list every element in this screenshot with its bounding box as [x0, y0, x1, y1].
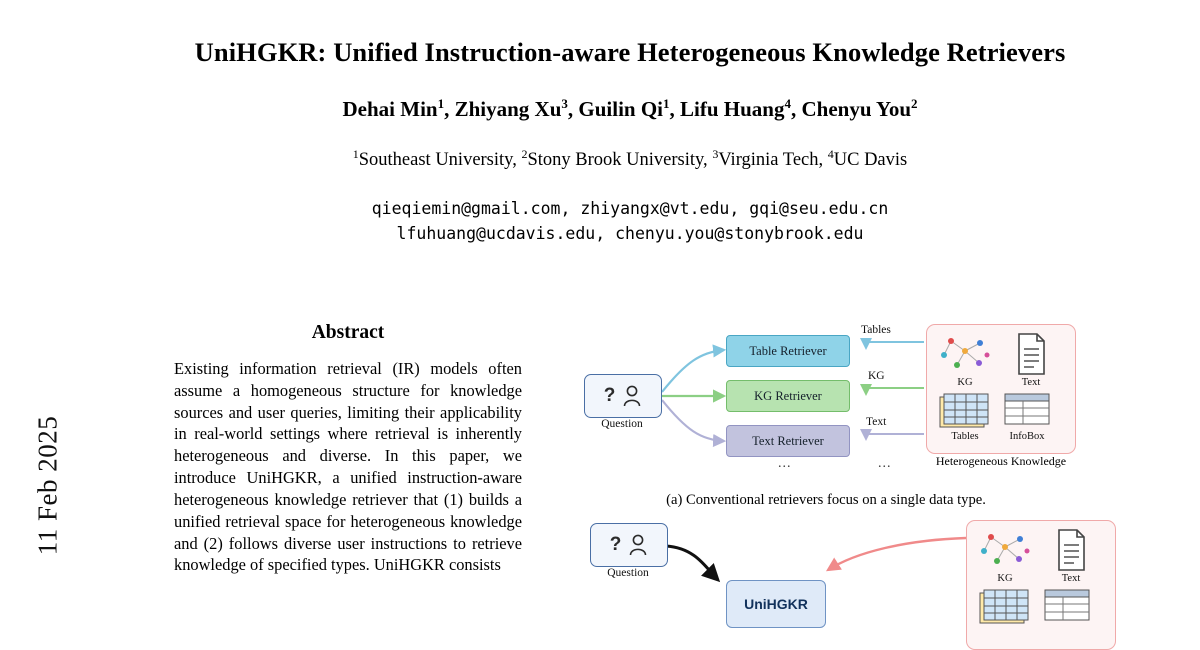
kb-label-text-b: Text	[1061, 573, 1081, 584]
question-label-b: Question	[607, 567, 649, 579]
abstract-heading: Abstract	[311, 322, 385, 343]
edge-label-text: Text	[866, 416, 887, 428]
email-line-1: qieqiemin@gmail.com, zhiyangx@vt.edu, gqi@seu.edu.cn	[371, 199, 889, 219]
knowledge-ellipsis: ...	[878, 456, 892, 471]
affiliation-name: Virginia Tech,	[718, 150, 824, 171]
figure-panel-b	[566, 518, 1086, 648]
author-affil-marker: 2	[911, 95, 918, 111]
text-document-icon	[1011, 331, 1051, 377]
edge-label-kg: KG	[868, 370, 885, 382]
affiliation-marker: 1	[352, 146, 359, 161]
abstract-body: Existing information retrieval (IR) models often assume a homogeneous structure for knowledge sources and user queries, limiting their applicability in real-world settings where retrieval is inherently heterogeneous and diverse. In this paper, we introduce UniHGKR, a unified instruction-aware heterogeneous knowledge retriever that (1) builds a unified retrieval space for heterogeneous knowledge and (2) follows diverse user instructions to retrieve knowledge of specified types. UniHGKR consists	[174, 359, 522, 575]
table-retriever-node: Table Retriever	[726, 335, 850, 367]
affiliation-marker: 2	[521, 146, 528, 161]
paper-page	[130, 0, 1130, 648]
author-name: Chenyu You	[801, 96, 911, 121]
question-mark-icon: ?	[603, 385, 616, 406]
author-affil-marker: 3	[561, 95, 568, 111]
text-document-icon	[1051, 527, 1091, 573]
retriever-ellipsis: ...	[778, 456, 792, 471]
kg-retriever-node: KG Retriever	[726, 380, 850, 412]
author-list: Dehai Min$^1$, Zhiyang Xu$^3$, Guilin Qi$^1$, Lifu Huang$^4$, Chenyu You$^2$	[342, 95, 918, 121]
author-name: Lifu Huang	[680, 96, 785, 121]
infobox-icon	[1001, 391, 1053, 431]
figure-panel-a-caption: (a) Conventional retrievers focus on a single data type.	[666, 492, 986, 508]
question-icon-box	[584, 374, 662, 418]
kb-label-kg: KG	[957, 377, 973, 388]
kb-label-text: Text	[1021, 377, 1041, 388]
tables-icon	[937, 391, 993, 431]
page-title: UniHGKR: Unified Instruction-aware Heterogeneous Knowledge Retrievers	[194, 37, 1066, 67]
author-affil-marker: 4	[784, 95, 791, 111]
affiliation-name: Southeast University,	[358, 150, 517, 171]
kg-graph-icon	[975, 527, 1035, 573]
tables-icon	[977, 587, 1033, 627]
author-name: Dehai Min	[342, 96, 438, 121]
kg-graph-icon	[935, 331, 995, 377]
author-name: Zhiyang Xu	[454, 96, 562, 121]
arxiv-date-stamp: 11 Feb 2025	[32, 415, 63, 556]
left-column	[130, 322, 522, 576]
infobox-icon	[1041, 587, 1093, 627]
text-retriever-node: Text Retriever	[726, 425, 850, 457]
question-mark-icon: ?	[609, 534, 622, 555]
user-icon	[628, 533, 648, 557]
email-line-2: lfuhuang@ucdavis.edu, chenyu.you@stonybrook.edu	[396, 223, 864, 243]
author-affil-marker: 1	[437, 95, 445, 111]
affiliation-list	[130, 147, 1130, 171]
heterogeneous-knowledge-caption: Heterogeneous Knowledge	[935, 454, 1067, 468]
edge-label-tables: Tables	[861, 324, 891, 336]
affiliation-name: Stony Brook University,	[527, 150, 708, 171]
body-columns	[130, 322, 1130, 612]
affiliation-marker: 4	[827, 146, 834, 161]
unihgkr-model-node: UniHGKR	[726, 580, 826, 628]
kb-label-kg-b: KG	[997, 573, 1013, 584]
heterogeneous-knowledge-card	[926, 324, 1076, 454]
author-affil-marker: 1	[663, 95, 670, 111]
figure-1	[566, 322, 1086, 612]
figure-panel-a	[566, 322, 1086, 482]
kb-label-infobox: InfoBox	[1009, 431, 1045, 442]
user-icon	[622, 384, 642, 408]
right-column	[566, 322, 1086, 612]
affiliation-marker: 3	[712, 146, 719, 161]
author-emails	[130, 197, 1130, 247]
question-label: Question	[601, 418, 643, 430]
author-name: Guilin Qi	[578, 96, 664, 121]
affiliation-name: UC Davis	[833, 150, 908, 171]
question-icon-box-b	[590, 523, 668, 567]
heterogeneous-knowledge-card-b	[966, 520, 1116, 650]
kb-label-tables: Tables	[951, 431, 979, 442]
